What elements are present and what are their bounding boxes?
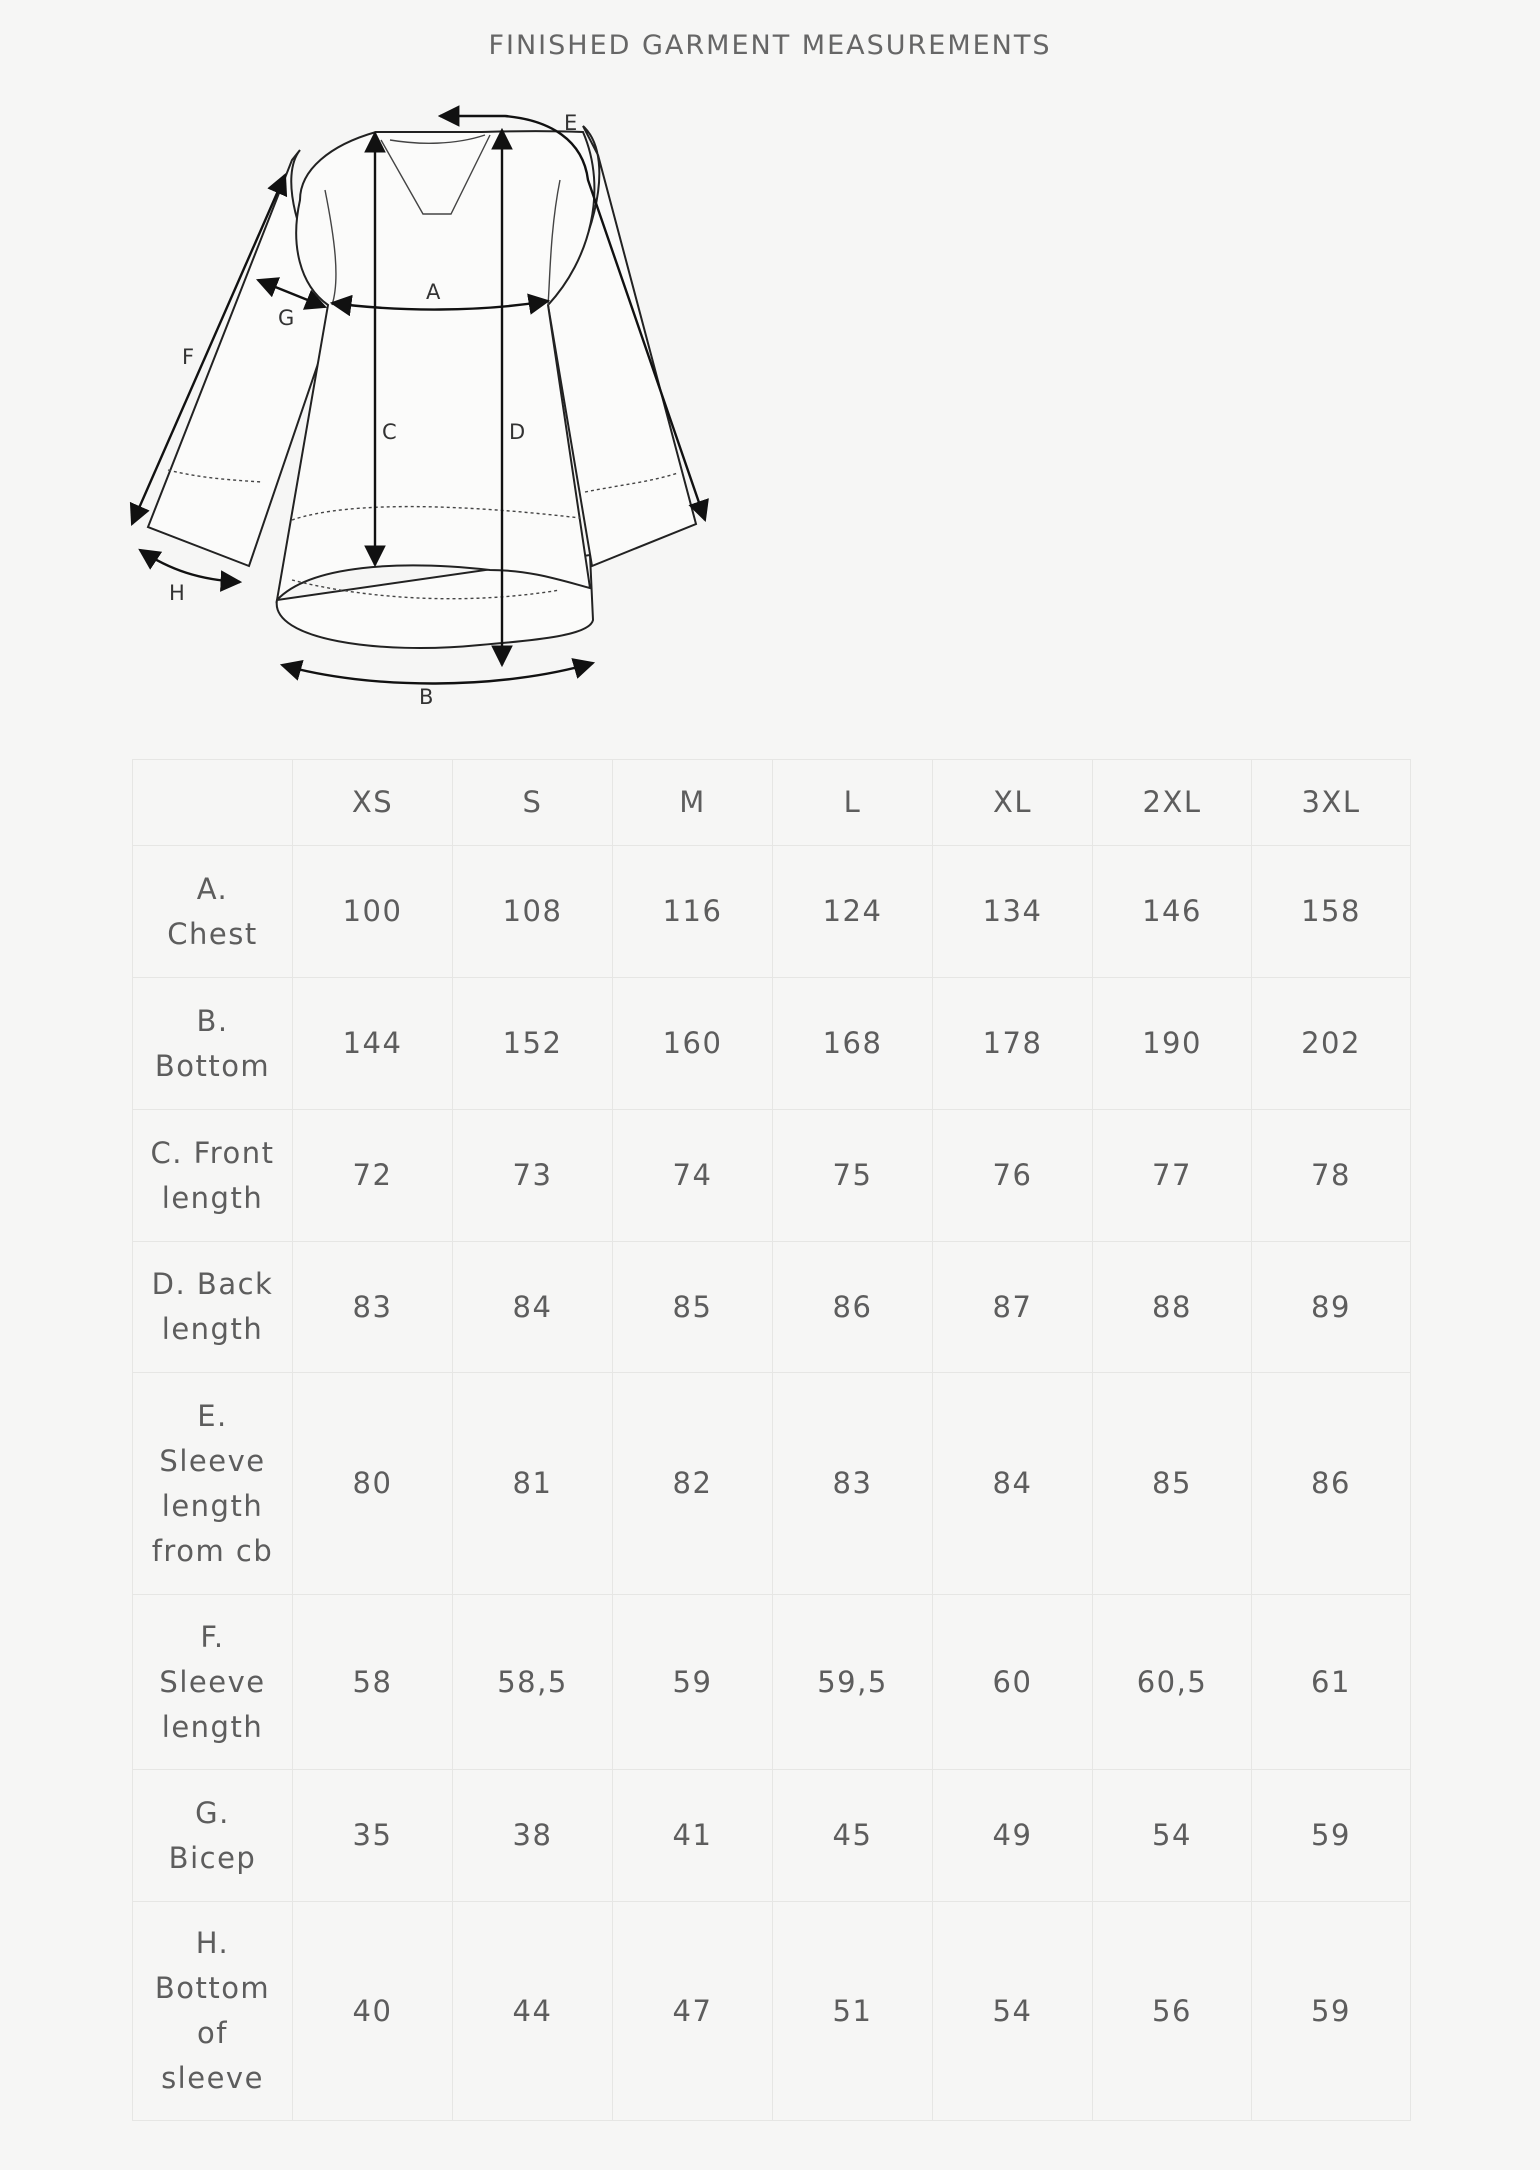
label-h: H — [169, 581, 185, 605]
table-row — [133, 846, 1411, 978]
table-cell: 56 — [1093, 1902, 1252, 2121]
table-row — [133, 978, 1411, 1110]
table-cell: 59 — [1252, 1902, 1411, 2121]
label-g: G — [278, 306, 295, 330]
row-label: F. Sleeve length — [133, 1595, 293, 1770]
page-title: FINISHED GARMENT MEASUREMENTS — [488, 30, 1052, 61]
table-cell: 59,5 — [773, 1595, 933, 1770]
table-cell: 45 — [773, 1770, 933, 1902]
table-cell: 83 — [293, 1242, 453, 1373]
row-label: C. Front length — [133, 1110, 293, 1242]
table-cell: 60 — [933, 1595, 1093, 1770]
table-cell: 59 — [1252, 1770, 1411, 1902]
table-cell: 85 — [1093, 1373, 1252, 1595]
size-header: M — [613, 760, 773, 846]
garment-outline — [148, 126, 696, 648]
table-cell: 75 — [773, 1110, 933, 1242]
table-cell: 84 — [933, 1373, 1093, 1595]
table-cell: 41 — [613, 1770, 773, 1902]
label-c: C — [382, 420, 397, 444]
row-label: H. Bottom of sleeve — [133, 1902, 293, 2121]
table-row — [133, 1902, 1411, 2121]
table-row — [133, 1595, 1411, 1770]
table-cell: 85 — [613, 1242, 773, 1373]
table-cell: 38 — [453, 1770, 613, 1902]
table-cell: 51 — [773, 1902, 933, 2121]
row-label: E. Sleeve length from cb — [133, 1373, 293, 1595]
table-cell: 44 — [453, 1902, 613, 2121]
table-cell: 61 — [1252, 1595, 1411, 1770]
table-cell: 54 — [1093, 1770, 1252, 1902]
table-cell: 89 — [1252, 1242, 1411, 1373]
size-header: XS — [293, 760, 453, 846]
label-b: B — [419, 685, 434, 709]
table-cell: 86 — [1252, 1373, 1411, 1595]
measurements-table — [132, 759, 1411, 2121]
table-cell: 81 — [453, 1373, 613, 1595]
row-label: D. Back length — [133, 1242, 293, 1373]
table-cell: 58,5 — [453, 1595, 613, 1770]
table-row — [133, 1110, 1411, 1242]
table-cell: 35 — [293, 1770, 453, 1902]
table-cell: 82 — [613, 1373, 773, 1595]
table-cell: 59 — [613, 1595, 773, 1770]
table-cell: 146 — [1093, 846, 1252, 978]
table-cell: 86 — [773, 1242, 933, 1373]
label-d: D — [509, 420, 526, 444]
table-cell: 84 — [453, 1242, 613, 1373]
size-header: XL — [933, 760, 1093, 846]
garment-diagram — [120, 100, 740, 720]
table-cell: 49 — [933, 1770, 1093, 1902]
table-cell: 116 — [613, 846, 773, 978]
table-row — [133, 1770, 1411, 1902]
table-cell: 60,5 — [1093, 1595, 1252, 1770]
table-cell: 152 — [453, 978, 613, 1110]
table-cell: 144 — [293, 978, 453, 1110]
table-row — [133, 1373, 1411, 1595]
table-cell: 100 — [293, 846, 453, 978]
size-header: 3XL — [1252, 760, 1411, 846]
row-label: B. Bottom — [133, 978, 293, 1110]
table-cell: 124 — [773, 846, 933, 978]
table-cell: 178 — [933, 978, 1093, 1110]
label-e: E — [564, 111, 578, 135]
table-cell: 202 — [1252, 978, 1411, 1110]
table-cell: 54 — [933, 1902, 1093, 2121]
label-a: A — [426, 280, 441, 304]
table-cell: 88 — [1093, 1242, 1252, 1373]
table-cell: 47 — [613, 1902, 773, 2121]
size-header-row — [133, 760, 1411, 846]
table-cell: 168 — [773, 978, 933, 1110]
table-cell: 87 — [933, 1242, 1093, 1373]
size-header: 2XL — [1093, 760, 1252, 846]
table-cell: 58 — [293, 1595, 453, 1770]
label-f: F — [182, 345, 195, 369]
table-row — [133, 1242, 1411, 1373]
table-cell: 72 — [293, 1110, 453, 1242]
table-cell: 83 — [773, 1373, 933, 1595]
table-cell: 73 — [453, 1110, 613, 1242]
row-label: A. Chest — [133, 846, 293, 978]
table-cell: 158 — [1252, 846, 1411, 978]
size-header: L — [773, 760, 933, 846]
table-cell: 78 — [1252, 1110, 1411, 1242]
table-cell: 76 — [933, 1110, 1093, 1242]
header-corner — [133, 760, 293, 846]
table-cell: 80 — [293, 1373, 453, 1595]
size-header: S — [453, 760, 613, 846]
table-cell: 74 — [613, 1110, 773, 1242]
row-label: G. Bicep — [133, 1770, 293, 1902]
table-cell: 134 — [933, 846, 1093, 978]
table-cell: 108 — [453, 846, 613, 978]
table-cell: 77 — [1093, 1110, 1252, 1242]
table-cell: 40 — [293, 1902, 453, 2121]
table-cell: 190 — [1093, 978, 1252, 1110]
table-cell: 160 — [613, 978, 773, 1110]
